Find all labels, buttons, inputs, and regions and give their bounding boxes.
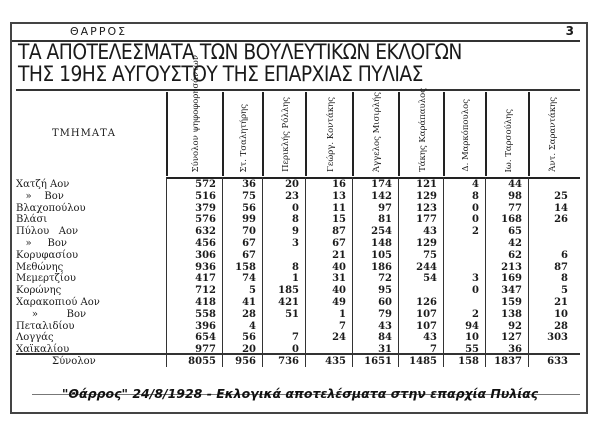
vote-count: 43	[423, 332, 437, 344]
column-header	[443, 92, 487, 176]
vote-count: 36	[508, 344, 522, 356]
vote-count: 177	[416, 214, 437, 226]
district-name: Μεθώνης	[16, 261, 64, 273]
vote-count: 126	[416, 297, 437, 308]
vote-count: 77	[508, 202, 522, 214]
vote-count: 28	[554, 320, 568, 332]
table-row	[12, 297, 580, 309]
column-header	[305, 92, 354, 176]
newspaper-clipping	[12, 24, 584, 373]
newspaper-name: ΘΑΡΡΟΣ	[70, 25, 128, 38]
vote-count: 213	[501, 261, 522, 273]
vote-count: 43	[423, 226, 437, 238]
vote-count: 3	[292, 238, 299, 249]
divider	[16, 89, 580, 91]
vote-count: 159	[501, 297, 522, 308]
district-name: Βλαχοπούλου	[16, 202, 86, 214]
vote-count: 8055	[188, 356, 216, 367]
vote-count: 31	[332, 273, 346, 285]
vote-count: 1837	[494, 356, 522, 367]
vote-count: 127	[501, 332, 522, 344]
vote-count: 41	[242, 297, 256, 308]
vote-count: 8	[561, 273, 568, 285]
vote-count: 7	[292, 332, 299, 344]
vote-count: 421	[278, 297, 299, 308]
table-row	[12, 273, 580, 285]
vote-count: 5	[561, 285, 568, 297]
vote-count: 56	[242, 332, 256, 344]
vote-count: 70	[242, 226, 256, 238]
vote-count: 956	[235, 356, 256, 367]
vote-count: 7	[339, 320, 346, 332]
vote-count: 142	[371, 190, 392, 202]
districts-header: ΤΜΗΜΑΤΑ	[52, 128, 116, 139]
vote-count: 0	[472, 214, 479, 226]
vote-count: 44	[508, 179, 522, 190]
vote-count: 31	[378, 344, 392, 356]
vote-count: 65	[508, 226, 522, 238]
vote-count: 1	[292, 273, 299, 285]
vote-count: 186	[371, 261, 392, 273]
vote-count: 74	[242, 273, 256, 285]
vote-count: 67	[242, 238, 256, 249]
vote-count: 67	[242, 249, 256, 261]
vote-count: 107	[416, 308, 437, 320]
vote-count: 185	[278, 285, 299, 297]
vote-count: 418	[195, 297, 216, 308]
vote-count: 0	[472, 202, 479, 214]
column-header	[398, 88, 445, 176]
vote-count: 456	[195, 238, 216, 249]
vote-count: 168	[501, 214, 522, 226]
table-row	[12, 321, 580, 333]
vote-count: 169	[501, 273, 522, 285]
vote-count: 23	[285, 190, 299, 202]
district-name: » Βον	[16, 308, 87, 320]
vote-count: 87	[554, 261, 568, 273]
vote-count: 244	[416, 261, 437, 273]
vote-count: 87	[332, 226, 346, 238]
vote-count: 576	[195, 214, 216, 226]
vote-count: 60	[378, 297, 392, 308]
vote-count: 4	[249, 320, 256, 332]
vote-count: 24	[332, 332, 346, 344]
total-row	[12, 356, 580, 368]
vote-count: 5	[249, 285, 256, 297]
vote-count: 54	[423, 273, 437, 285]
vote-count: 84	[378, 332, 392, 344]
vote-count: 417	[195, 273, 216, 285]
vote-count: 62	[508, 249, 522, 261]
vote-count: 0	[472, 285, 479, 297]
table-row	[12, 214, 580, 226]
vote-count: 129	[416, 238, 437, 249]
district-name: » Βον	[16, 190, 64, 202]
vote-count: 121	[416, 179, 437, 190]
district-name: Λογγάς	[16, 332, 54, 344]
table-row	[12, 309, 580, 321]
district-name: Κορώνης	[16, 285, 62, 297]
vote-count: 977	[195, 344, 216, 356]
vote-count: 72	[378, 273, 392, 285]
vote-count: 8	[292, 214, 299, 226]
vote-count: 20	[285, 179, 299, 190]
table-row	[12, 250, 580, 262]
vote-count: 42	[508, 238, 522, 249]
vote-count: 94	[465, 320, 479, 332]
vote-count: 75	[242, 190, 256, 202]
vote-count: 7	[430, 344, 437, 356]
table-row	[12, 262, 580, 274]
vote-count: 379	[195, 202, 216, 214]
column-header	[528, 92, 576, 176]
vote-count: 435	[325, 356, 346, 367]
vote-count: 174	[371, 179, 392, 190]
vote-count: 92	[508, 320, 522, 332]
column-header-label: Ιω. Ταρσούλης	[503, 108, 514, 172]
column-header-label: Γεώργ. Κοντάκης	[325, 97, 336, 172]
table-row	[12, 203, 580, 215]
vote-count: 14	[554, 202, 568, 214]
vote-count: 123	[416, 202, 437, 214]
column-header-label: Σύνολον ψηφοφορησάντων	[191, 54, 201, 172]
vote-count: 51	[285, 308, 299, 320]
district-name: Πεταλιδίου	[16, 320, 75, 332]
vote-count: 936	[195, 261, 216, 273]
district-name: Κορυφασίου	[16, 249, 79, 261]
divider	[16, 353, 580, 355]
vote-count: 15	[332, 214, 346, 226]
vote-count: 75	[423, 249, 437, 261]
vote-count: 158	[458, 356, 479, 367]
district-name: Χατζή Αον	[16, 179, 70, 190]
vote-count: 736	[278, 356, 299, 367]
vote-count: 81	[378, 214, 392, 226]
vote-count: 712	[195, 285, 216, 297]
table-row	[12, 191, 580, 203]
vote-count: 654	[195, 332, 216, 344]
column-header-label: Περικλής Ρόλλης	[280, 97, 291, 172]
table-row	[12, 238, 580, 250]
vote-count: 3	[472, 273, 479, 285]
vote-count: 2	[472, 308, 479, 320]
vote-count: 40	[332, 285, 346, 297]
vote-count: 20	[242, 344, 256, 356]
vote-count: 40	[332, 261, 346, 273]
vote-count: 13	[332, 190, 346, 202]
district-name: Βλάσι	[16, 214, 48, 226]
column-header	[222, 92, 264, 176]
vote-count: 158	[235, 261, 256, 273]
table-row	[12, 332, 580, 344]
district-name: Πύλου Αον	[16, 226, 79, 238]
column-header-label: Άντ. Σαραντάκης	[548, 97, 558, 172]
vote-count: 97	[378, 202, 392, 214]
vote-count: 8	[292, 261, 299, 273]
district-name: Χαρακοπιού Αον	[16, 297, 100, 308]
vote-count: 558	[195, 308, 216, 320]
vote-count: 26	[554, 214, 568, 226]
vote-count: 55	[465, 344, 479, 356]
vote-count: 8	[472, 190, 479, 202]
district-name: Μεμερτζίου	[16, 273, 76, 285]
vote-count: 4	[472, 179, 479, 190]
column-header	[352, 92, 400, 176]
vote-count: 303	[547, 332, 568, 344]
column-header-label: Άγγελος Μισιρλής	[372, 91, 382, 172]
vote-count: 0	[292, 202, 299, 214]
vote-count: 95	[378, 285, 392, 297]
vote-count: 306	[195, 249, 216, 261]
column-header	[166, 54, 224, 176]
vote-count: 10	[554, 308, 568, 320]
vote-count: 0	[292, 344, 299, 356]
vote-count: 129	[416, 190, 437, 202]
vote-count: 98	[508, 190, 522, 202]
district-name: Σύνολον	[52, 356, 96, 367]
vote-count: 572	[195, 179, 216, 190]
vote-count: 396	[195, 320, 216, 332]
table-row	[12, 179, 580, 191]
headline-line-1: ΤΑ ΑΠΟΤΕΛΕΣΜΑΤΑ ΤΩΝ ΒΟΥΛΕΥΤΙΚΩΝ ΕΚΛΟΓΩΝ	[18, 40, 462, 64]
vote-count: 107	[416, 320, 437, 332]
column-header-label: Δ. Μαρκόπουλος	[461, 99, 471, 172]
vote-count: 148	[371, 238, 392, 249]
table-row	[12, 226, 580, 238]
vote-count: 105	[371, 249, 392, 261]
vote-count: 347	[501, 285, 522, 297]
district-name: Χαϊκαλίου	[16, 344, 70, 356]
column-header	[485, 92, 530, 176]
vote-count: 43	[378, 320, 392, 332]
vote-count: 2	[472, 226, 479, 238]
vote-count: 49	[332, 297, 346, 308]
vote-count: 1651	[364, 356, 392, 367]
district-name: » Βον	[16, 238, 67, 249]
table-row	[12, 285, 580, 297]
vote-count: 11	[332, 202, 346, 214]
vote-count: 25	[554, 190, 568, 202]
headline-line-2: ΤΗΣ 19ΗΣ ΑΥΓΟΥΣΤΟΥ ΤΗΣ ΕΠΑΡΧΙΑΣ ΠΥΛΙΑΣ	[18, 62, 423, 86]
column-header-label: Τάκης Καράπαυλος	[417, 88, 428, 172]
caption: "Θάρρος" 24/8/1928 - Εκλογικά αποτελέσματα στην επαρχία Πυλίας	[61, 386, 539, 401]
vote-count: 633	[547, 356, 568, 367]
vote-count: 1485	[409, 356, 437, 367]
vote-count: 21	[332, 249, 346, 261]
page-number: 3	[565, 24, 574, 38]
vote-count: 36	[242, 179, 256, 190]
vote-count: 6	[561, 249, 568, 261]
vote-count: 1	[339, 308, 346, 320]
vote-count: 138	[501, 308, 522, 320]
vote-count: 79	[378, 308, 392, 320]
vote-count: 9	[292, 226, 299, 238]
vote-count: 67	[332, 238, 346, 249]
column-header	[262, 92, 307, 176]
vote-count: 516	[195, 190, 216, 202]
vote-count: 10	[465, 332, 479, 344]
vote-count: 56	[242, 202, 256, 214]
vote-count: 28	[242, 308, 256, 320]
vote-count: 632	[195, 226, 216, 238]
vote-count: 254	[371, 226, 392, 238]
vote-count: 21	[554, 297, 568, 308]
vote-count: 16	[332, 179, 346, 190]
column-header-label: Στ. Τσαλητήρης	[239, 103, 249, 172]
vote-count: 99	[242, 214, 256, 226]
